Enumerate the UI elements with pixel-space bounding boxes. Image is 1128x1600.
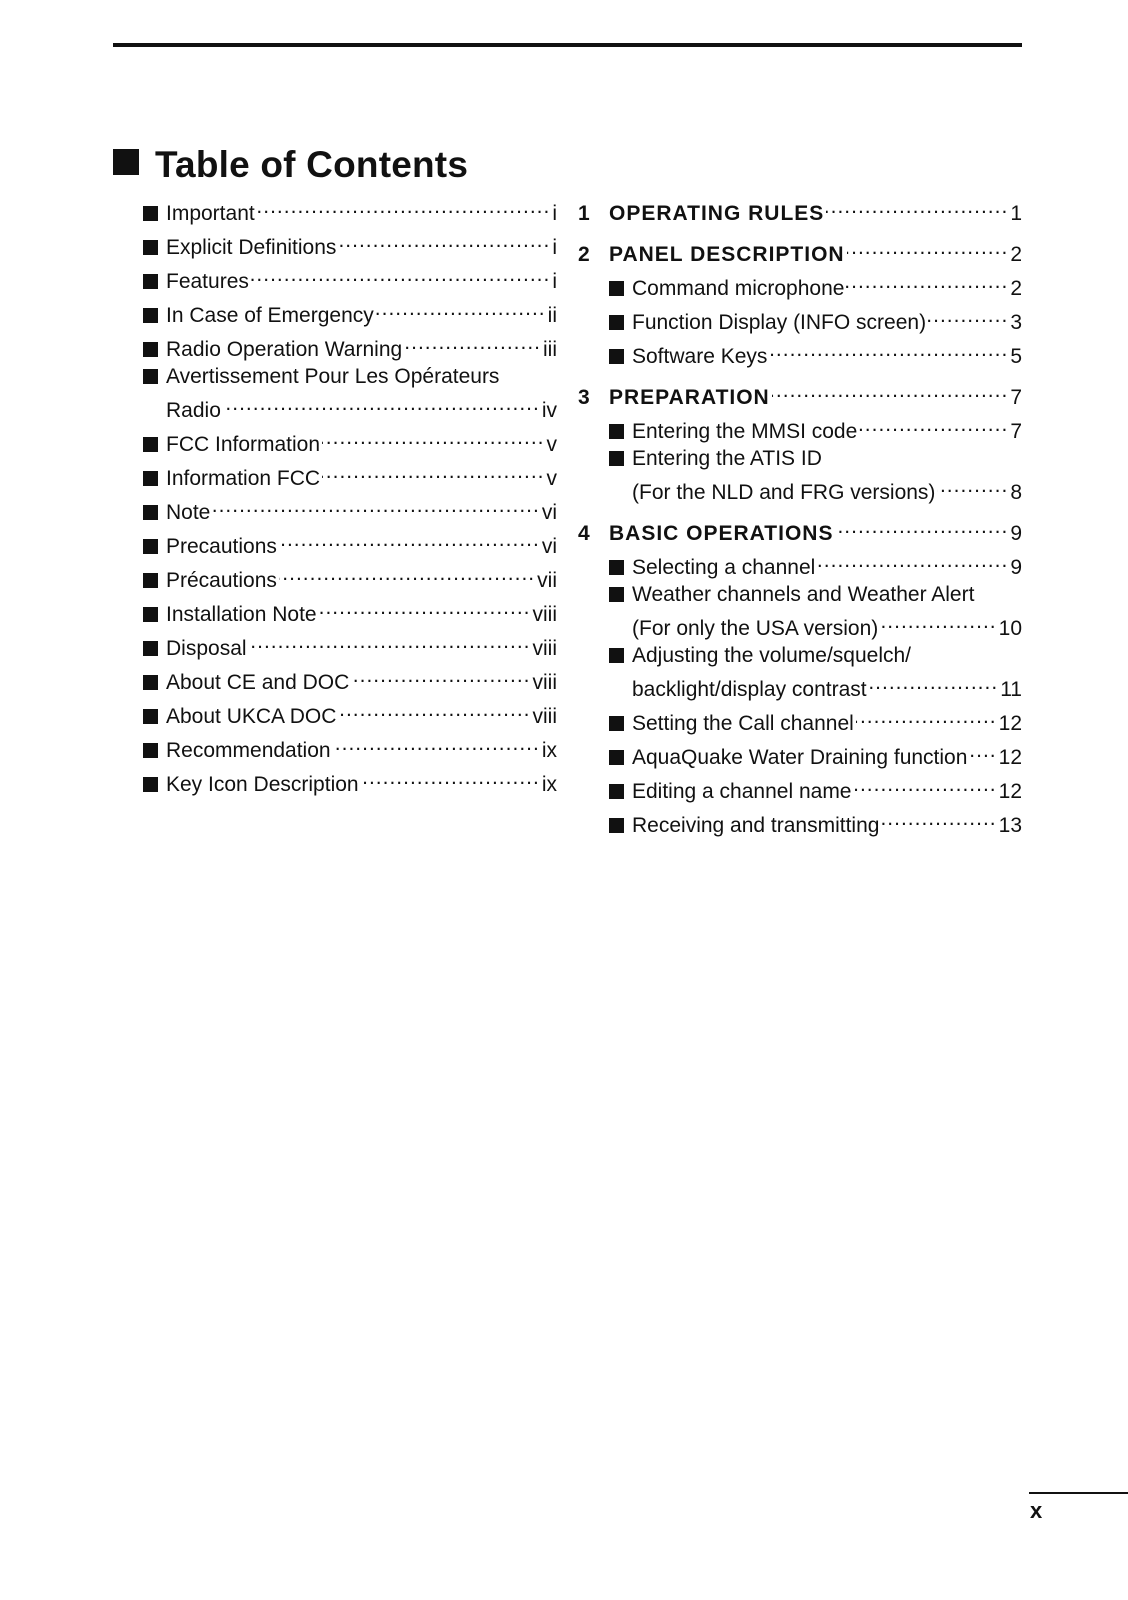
dot-leader <box>880 608 996 635</box>
toc-right-column <box>578 193 1022 839</box>
toc-entry[interactable] <box>143 227 557 261</box>
dot-leader <box>338 696 530 723</box>
toc-entry-page: i <box>552 202 557 225</box>
toc-entry-label: Function Display (INFO screen) <box>632 311 927 334</box>
toc-entry[interactable] <box>609 642 1022 669</box>
toc-entry-page: v <box>546 467 557 490</box>
toc-entry-label: About CE and DOC <box>166 671 350 694</box>
toc-entry-page: 2 <box>1010 277 1022 300</box>
toc-entry-page: v <box>546 433 557 456</box>
toc-entry-page: vii <box>537 569 557 592</box>
toc-entry-page: 12 <box>998 746 1022 769</box>
square-bullet-icon <box>609 710 632 737</box>
dot-leader <box>847 234 1009 261</box>
top-rule <box>113 43 1022 47</box>
toc-entry-label: backlight/display contrast <box>632 678 867 701</box>
toc-entry-label: Command microphone <box>632 277 845 300</box>
square-bullet-icon <box>609 560 624 575</box>
toc-entry-label: Precautions <box>166 535 277 558</box>
toc-entry-label: Avertissement Pour Les Opérateurs <box>166 365 500 388</box>
toc-entry[interactable] <box>143 526 557 560</box>
toc-entry[interactable] <box>143 424 557 458</box>
dot-leader <box>212 492 539 519</box>
square-bullet-icon <box>143 499 166 526</box>
toc-entry[interactable] <box>609 608 1022 642</box>
chapter-number: 4 <box>578 522 590 545</box>
square-bullet-icon <box>143 336 166 363</box>
page-title <box>113 142 468 188</box>
toc-entry-page: viii <box>532 637 557 660</box>
toc-entry[interactable] <box>143 329 557 363</box>
square-bullet-icon <box>143 505 158 520</box>
square-bullet-icon <box>609 309 632 336</box>
square-bullet-icon <box>609 744 632 771</box>
toc-entry-page: ii <box>547 304 557 327</box>
chapter-number: 2 <box>578 243 590 266</box>
toc-entry-page: iv <box>541 399 557 422</box>
dot-leader <box>338 227 550 254</box>
square-bullet-icon <box>143 771 166 798</box>
toc-entry-page: viii <box>532 705 557 728</box>
toc-entry-page: 7 <box>1010 420 1022 443</box>
dot-leader <box>835 513 1008 540</box>
toc-entry[interactable] <box>143 730 557 764</box>
toc-entry-label: Disposal <box>166 637 247 660</box>
square-bullet-icon <box>143 363 166 390</box>
toc-entry[interactable] <box>143 628 557 662</box>
square-bullet-icon <box>609 750 624 765</box>
chapter-title: PREPARATION <box>609 386 770 409</box>
toc-entry-page: vi <box>541 501 557 524</box>
toc-entry[interactable] <box>609 805 1022 839</box>
square-bullet-icon <box>143 675 158 690</box>
toc-entry-page: 3 <box>1010 311 1022 334</box>
toc-entry-label: About UKCA DOC <box>166 705 337 728</box>
dot-leader <box>257 193 551 220</box>
toc-entry-page: i <box>552 236 557 259</box>
toc-entry[interactable] <box>143 363 557 390</box>
toc-entry-label: AquaQuake Water Draining function <box>632 746 968 769</box>
toc-entry-label: Editing a channel name <box>632 780 852 803</box>
square-bullet-icon <box>143 777 158 792</box>
square-bullet-icon <box>609 418 632 445</box>
square-bullet-icon <box>143 437 158 452</box>
toc-entry[interactable] <box>143 390 557 424</box>
toc-entry-label: Receiving and transmitting <box>632 814 880 837</box>
toc-entry-label: Explicit Definitions <box>166 236 337 259</box>
toc-chapter[interactable] <box>578 193 1022 227</box>
toc-entry-label: Information FCC <box>166 467 321 490</box>
dot-leader <box>969 737 996 764</box>
bottom-rule <box>1029 1492 1128 1494</box>
toc-entry-page: 8 <box>1010 481 1022 504</box>
square-bullet-icon <box>143 573 158 588</box>
dot-leader <box>859 411 1008 438</box>
chapter-page: 1 <box>1010 202 1022 225</box>
toc-entry-label: Installation Note <box>166 603 317 626</box>
dot-leader <box>881 805 996 832</box>
toc-entry-page: 9 <box>1010 556 1022 579</box>
chapter-number: 3 <box>578 386 590 409</box>
toc-entry[interactable] <box>609 336 1022 370</box>
dot-leader <box>333 730 540 757</box>
toc-entry[interactable] <box>143 295 557 329</box>
toc-entry-label: Selecting a channel <box>632 556 816 579</box>
chapter-page: 7 <box>1010 386 1022 409</box>
square-bullet-icon <box>609 281 624 296</box>
toc-entry-label: Key Icon Description <box>166 773 359 796</box>
toc-chapter[interactable] <box>578 234 1022 268</box>
dot-leader <box>772 377 1009 404</box>
toc-entry-page: iii <box>543 338 557 361</box>
square-bullet-icon <box>609 445 632 472</box>
dot-leader <box>322 458 544 485</box>
square-bullet-icon <box>609 818 624 833</box>
dot-leader <box>322 424 544 451</box>
dot-leader <box>928 302 1008 329</box>
square-bullet-icon <box>143 607 158 622</box>
square-bullet-icon <box>609 642 632 669</box>
square-bullet-icon <box>143 743 158 758</box>
dot-leader <box>361 764 540 791</box>
toc-entry-page: 13 <box>998 814 1022 837</box>
dot-leader <box>249 628 531 655</box>
dot-leader <box>251 261 550 288</box>
dot-leader <box>351 662 530 689</box>
toc-entry-label: Weather channels and Weather Alert <box>632 583 975 606</box>
toc-entry-page: i <box>552 270 557 293</box>
dot-leader <box>319 594 531 621</box>
toc-entry[interactable] <box>609 669 1022 703</box>
toc-entry-page: ix <box>541 773 557 796</box>
square-bullet-icon <box>143 703 166 730</box>
toc-entry-page: 12 <box>998 780 1022 803</box>
square-bullet-icon <box>143 200 166 227</box>
toc-entry[interactable] <box>143 458 557 492</box>
square-bullet-icon <box>609 716 624 731</box>
toc-entry[interactable] <box>609 411 1022 445</box>
dot-leader <box>279 526 540 553</box>
toc-entry[interactable] <box>609 472 1022 506</box>
dot-leader <box>817 547 1008 574</box>
toc-entry[interactable] <box>609 581 1022 608</box>
toc-entry-page: 5 <box>1010 345 1022 368</box>
toc-entry-label: (For only the USA version) <box>632 617 879 640</box>
toc-entry[interactable] <box>143 662 557 696</box>
square-bullet-icon <box>609 648 624 663</box>
toc-entry[interactable] <box>143 696 557 730</box>
chapter-page: 9 <box>1010 522 1022 545</box>
square-bullet-icon <box>609 343 632 370</box>
toc-entry-label: FCC Information <box>166 433 321 456</box>
square-bullet-icon <box>143 342 158 357</box>
square-bullet-icon <box>143 274 158 289</box>
dot-leader <box>856 703 997 730</box>
square-bullet-icon <box>143 539 158 554</box>
toc-entry-page: 11 <box>1000 678 1022 701</box>
toc-entry[interactable] <box>609 268 1022 302</box>
square-bullet-icon <box>143 234 166 261</box>
toc-entry[interactable] <box>143 492 557 526</box>
square-bullet-icon <box>143 567 166 594</box>
toc-entry[interactable] <box>143 193 557 227</box>
toc-entry-label: Features <box>166 270 249 293</box>
square-bullet-icon <box>609 778 632 805</box>
dot-leader <box>279 560 535 587</box>
toc-entry-label: Software Keys <box>632 345 768 368</box>
square-bullet-icon <box>143 709 158 724</box>
title-square-icon <box>113 149 139 175</box>
toc-entry-label: Setting the Call channel <box>632 712 854 735</box>
toc-entry-page: viii <box>532 603 557 626</box>
dot-leader <box>223 390 540 417</box>
square-bullet-icon <box>609 424 624 439</box>
toc-entry[interactable] <box>143 594 557 628</box>
square-bullet-icon <box>143 471 158 486</box>
square-bullet-icon <box>609 451 624 466</box>
dot-leader <box>404 329 541 356</box>
square-bullet-icon <box>143 737 166 764</box>
dot-leader <box>846 268 1008 295</box>
toc-left-column <box>143 193 557 798</box>
square-bullet-icon <box>143 369 158 384</box>
toc-entry-label: Entering the MMSI code <box>632 420 858 443</box>
chapter-number: 1 <box>578 202 590 225</box>
dot-leader <box>769 336 1008 363</box>
toc-entry-label: Radio Operation Warning <box>166 338 403 361</box>
toc-entry[interactable] <box>609 547 1022 581</box>
square-bullet-icon <box>609 275 632 302</box>
dot-leader <box>854 771 997 798</box>
title-text: Table of Contents <box>155 144 469 185</box>
toc-entry[interactable] <box>609 302 1022 336</box>
chapter-title: PANEL DESCRIPTION <box>609 243 845 266</box>
toc-entry-label: Note <box>166 501 211 524</box>
square-bullet-icon <box>143 641 158 656</box>
toc-entry-page: ix <box>541 739 557 762</box>
page-number: x <box>1030 1498 1043 1523</box>
square-bullet-icon <box>609 587 624 602</box>
square-bullet-icon <box>609 784 624 799</box>
toc-chapter[interactable] <box>578 377 1022 411</box>
toc-entry[interactable] <box>609 737 1022 771</box>
square-bullet-icon <box>143 206 158 221</box>
toc-entry-page: viii <box>532 671 557 694</box>
square-bullet-icon <box>609 581 632 608</box>
dot-leader <box>869 669 999 696</box>
toc-entry-label: Important <box>166 202 255 225</box>
toc-entry-label: Recommendation <box>166 739 331 762</box>
square-bullet-icon <box>143 601 166 628</box>
square-bullet-icon <box>143 635 166 662</box>
toc-entry-label: In Case of Emergency <box>166 304 374 327</box>
dot-leader <box>826 193 1008 220</box>
toc-entry-label: (For the NLD and FRG versions) <box>632 481 936 504</box>
square-bullet-icon <box>143 268 166 295</box>
toc-entry[interactable] <box>143 560 557 594</box>
toc-entry[interactable] <box>143 261 557 295</box>
square-bullet-icon <box>609 812 632 839</box>
toc-entry[interactable] <box>609 703 1022 737</box>
chapter-page: 2 <box>1010 243 1022 266</box>
dot-leader <box>937 472 1008 499</box>
square-bullet-icon <box>143 431 166 458</box>
toc-entry-page: 12 <box>998 712 1022 735</box>
square-bullet-icon <box>143 669 166 696</box>
square-bullet-icon <box>143 465 166 492</box>
toc-entry[interactable] <box>609 445 1022 472</box>
square-bullet-icon <box>609 315 624 330</box>
toc-entry-label: Entering the ATIS ID <box>632 447 822 470</box>
toc-entry-label: Adjusting the volume/squelch/ <box>632 644 911 667</box>
toc-entry-label: Précautions <box>166 569 277 592</box>
chapter-title: BASIC OPERATIONS <box>609 522 834 545</box>
square-bullet-icon <box>143 240 158 255</box>
toc-chapter[interactable] <box>578 513 1022 547</box>
toc-entry[interactable] <box>143 764 557 798</box>
chapter-title: OPERATING RULES <box>609 202 825 225</box>
toc-entry-label: Radio <box>166 399 221 422</box>
square-bullet-icon <box>143 302 166 329</box>
dot-leader <box>376 295 546 322</box>
square-bullet-icon <box>609 554 632 581</box>
toc-entry-page: 10 <box>998 617 1022 640</box>
square-bullet-icon <box>609 349 624 364</box>
toc-entry-page: vi <box>541 535 557 558</box>
square-bullet-icon <box>143 308 158 323</box>
square-bullet-icon <box>143 533 166 560</box>
toc-entry[interactable] <box>609 771 1022 805</box>
